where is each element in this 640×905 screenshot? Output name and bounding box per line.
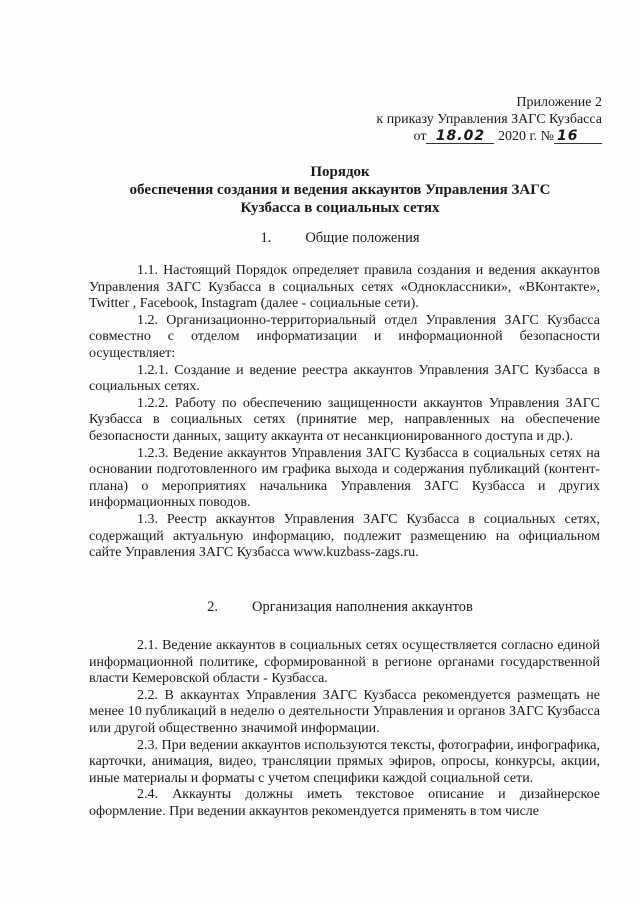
title-line-2: обеспечения создания и ведения аккаунтов Управления ЗАГС [129,182,551,198]
section-1-title: Общие положения [305,230,420,246]
paragraph-2-4: 2.4. Аккаунты должны иметь текстовое описание и дизайнерское оформление. При ведении аккаунтов рекомендуется применять в том числе [89,787,600,819]
paragraph-1-1: 1.1. Настоящий Порядок определяет правила создания и ведения аккаунтов Управления ЗАГС Кузбасса в социальных сетях «Одноклассники», «ВКонтакте», Twitter , Facebook, Instagram (далее - социальные сети). [89,263,600,312]
paragraph-1-3: 1.3. Реестр аккаунтов Управления ЗАГС Кузбасса в социальных сетях, содержащий актуальную информацию, подлежит размещению на официальном сайте Управления ЗАГС Кузбасса www.kuzbass-zags.ru. [89,511,600,561]
section-2-heading [60,598,620,616]
paragraph-2-2: 2.2. В аккаунтах Управления ЗАГС Кузбасса рекомендуется размещать не менее 10 публикаций в неделю о деятельности Управления и органов ЗАГС Кузбасса или другой общественно значимой информации. [89,687,600,736]
paragraph-1-2-2: 1.2.2. Работу по обеспечению защищенности аккаунтов Управления ЗАГС Кузбасса в социальных сетях (принятие мер, направленных на обеспечение безопасности данных, защиту аккаунта от несанкционированного доступа и др.). [89,395,600,444]
section-2-title: Организация наполнения аккаунтов [251,599,473,615]
section-1-number: 1. [260,230,272,246]
date-suffix: 2020 г. № [497,129,554,144]
paragraph-1-2-1: 1.2.1. Создание и ведение реестра аккаунтов Управления ЗАГС Кузбасса в социальных сетях. [89,362,600,395]
section-2-number: 2. [207,599,218,615]
order-reference: к приказу Управления ЗАГС Кузбасса [376,112,602,127]
document-title [60,163,620,217]
title-line-1: Порядок [310,164,370,180]
appendix-header [302,94,602,145]
paragraph-1-2-3: 1.2.3. Ведение аккаунтов Управления ЗАГС Кузбасса в социальных сетях на основании подготовленного им графика выхода и содержания публикаций (контент-плана) о мероприятиях начальника Управления ЗАГС Кузбасса и других информационных поводов. [89,445,600,511]
date-prefix: от [413,129,427,144]
paragraph-1-2: 1.2. Организационно-территориальный отдел Управления ЗАГС Кузбасса совместно с отделом информатизации и информационной безопасности осуществляет: [89,312,600,361]
handwritten-order-number: 16 [554,129,602,144]
section-1-heading [60,229,620,247]
title-line-3: Кузбасса в социальных сетях [240,200,440,216]
order-date-line [302,128,602,145]
appendix-label: Приложение 2 [516,95,602,110]
handwritten-date: 18.02 [426,129,494,144]
paragraph-2-3: 2.3. При ведении аккаунтов используются тексты, фотографии, инфографика, карточки, анимация, видео, трансляции прямых эфиров, опросы, конкурсы, акции, иные материалы и форматы с учетом специфики каждой социальной сети. [89,737,600,786]
paragraph-2-1: 2.1. Ведение аккаунтов в социальных сетях осуществляется согласно единой информационной политике, сформированной в регионе органами государственной власти Кемеровской области - Кузбасса. [89,638,600,687]
section-1-body [89,263,600,562]
section-2-body [89,638,600,821]
